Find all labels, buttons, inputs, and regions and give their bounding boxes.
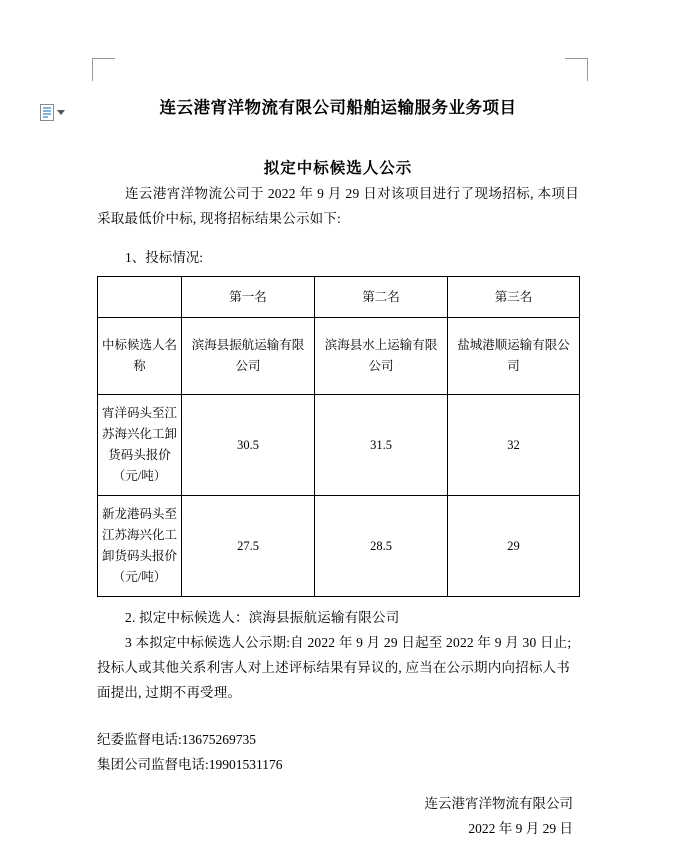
section-3-paragraph: 3 本拟定中标候选人公示期:自 2022 年 9 月 29 日起至 2022 年 9 月 30 日止; bbox=[125, 635, 572, 650]
chevron-down-icon[interactable] bbox=[57, 110, 65, 115]
cell-price-xinlong-2: 28.5 bbox=[315, 496, 448, 597]
discipline-phone: 纪委监督电话:13675269735 bbox=[97, 732, 257, 747]
table-corner-cell bbox=[98, 277, 182, 318]
row-header-price-xiaoyang: 宵洋码头至江苏海兴化工卸货码头报价（元/吨） bbox=[98, 395, 182, 496]
table-row bbox=[98, 395, 580, 496]
section-3-continued-2: 面提出, 过期不再受理。 bbox=[97, 685, 242, 700]
crop-mark-top-left bbox=[92, 58, 115, 81]
contact-block bbox=[97, 727, 579, 777]
row-header-price-xinlong: 新龙港码头至江苏海兴化工卸货码头报价（元/吨） bbox=[98, 496, 182, 597]
signature-date: 2022 年 9 月 29 日 bbox=[468, 821, 573, 836]
table-header-row bbox=[98, 277, 580, 318]
document-tail bbox=[97, 605, 579, 705]
cell-candidate-name-1: 滨海县振航运输有限公司 bbox=[182, 318, 315, 395]
signature-company: 连云港宵洋物流有限公司 bbox=[424, 796, 573, 811]
section-2-paragraph: 2. 拟定中标候选人：滨海县振航运输有限公司 bbox=[125, 610, 400, 625]
column-header-rank1: 第一名 bbox=[182, 277, 315, 318]
intro-paragraph: 连云港宵洋物流公司于 2022 年 9 月 29 日对该项目进行了现场招标, 本项目采取最低价中标, 现将招标结果公示如下: bbox=[97, 186, 579, 226]
crop-mark-top-right bbox=[565, 58, 588, 81]
column-header-rank3: 第三名 bbox=[448, 277, 580, 318]
document-icon bbox=[40, 104, 54, 121]
table-row bbox=[98, 318, 580, 395]
group-phone: 集团公司监督电话:19901531176 bbox=[97, 757, 283, 772]
bid-results-table bbox=[97, 276, 580, 597]
cell-price-xiaoyang-3: 32 bbox=[448, 395, 580, 496]
cell-candidate-name-3: 盐城港顺运输有限公司 bbox=[448, 318, 580, 395]
signature-block bbox=[97, 791, 579, 841]
column-header-rank2: 第二名 bbox=[315, 277, 448, 318]
page-title: 连云港宵洋物流有限公司船舶运输服务业务项目 bbox=[159, 98, 517, 117]
document-body bbox=[97, 95, 579, 841]
cell-candidate-name-2: 滨海县水上运输有限公司 bbox=[315, 318, 448, 395]
cell-price-xinlong-1: 27.5 bbox=[182, 496, 315, 597]
row-header-candidate-name: 中标候选人名称 bbox=[98, 318, 182, 395]
cell-price-xinlong-3: 29 bbox=[448, 496, 580, 597]
section-3-continued-1: 投标人或其他关系利害人对上述评标结果有异议的, 应当在公示期内向招标人书 bbox=[97, 660, 570, 675]
cell-price-xiaoyang-2: 31.5 bbox=[315, 395, 448, 496]
table-row bbox=[98, 496, 580, 597]
section-1-label: 1、投标情况: bbox=[125, 250, 204, 265]
page-subtitle: 拟定中标候选人公示 bbox=[263, 160, 413, 177]
document-icon-control[interactable] bbox=[40, 103, 70, 121]
cell-price-xiaoyang-1: 30.5 bbox=[182, 395, 315, 496]
